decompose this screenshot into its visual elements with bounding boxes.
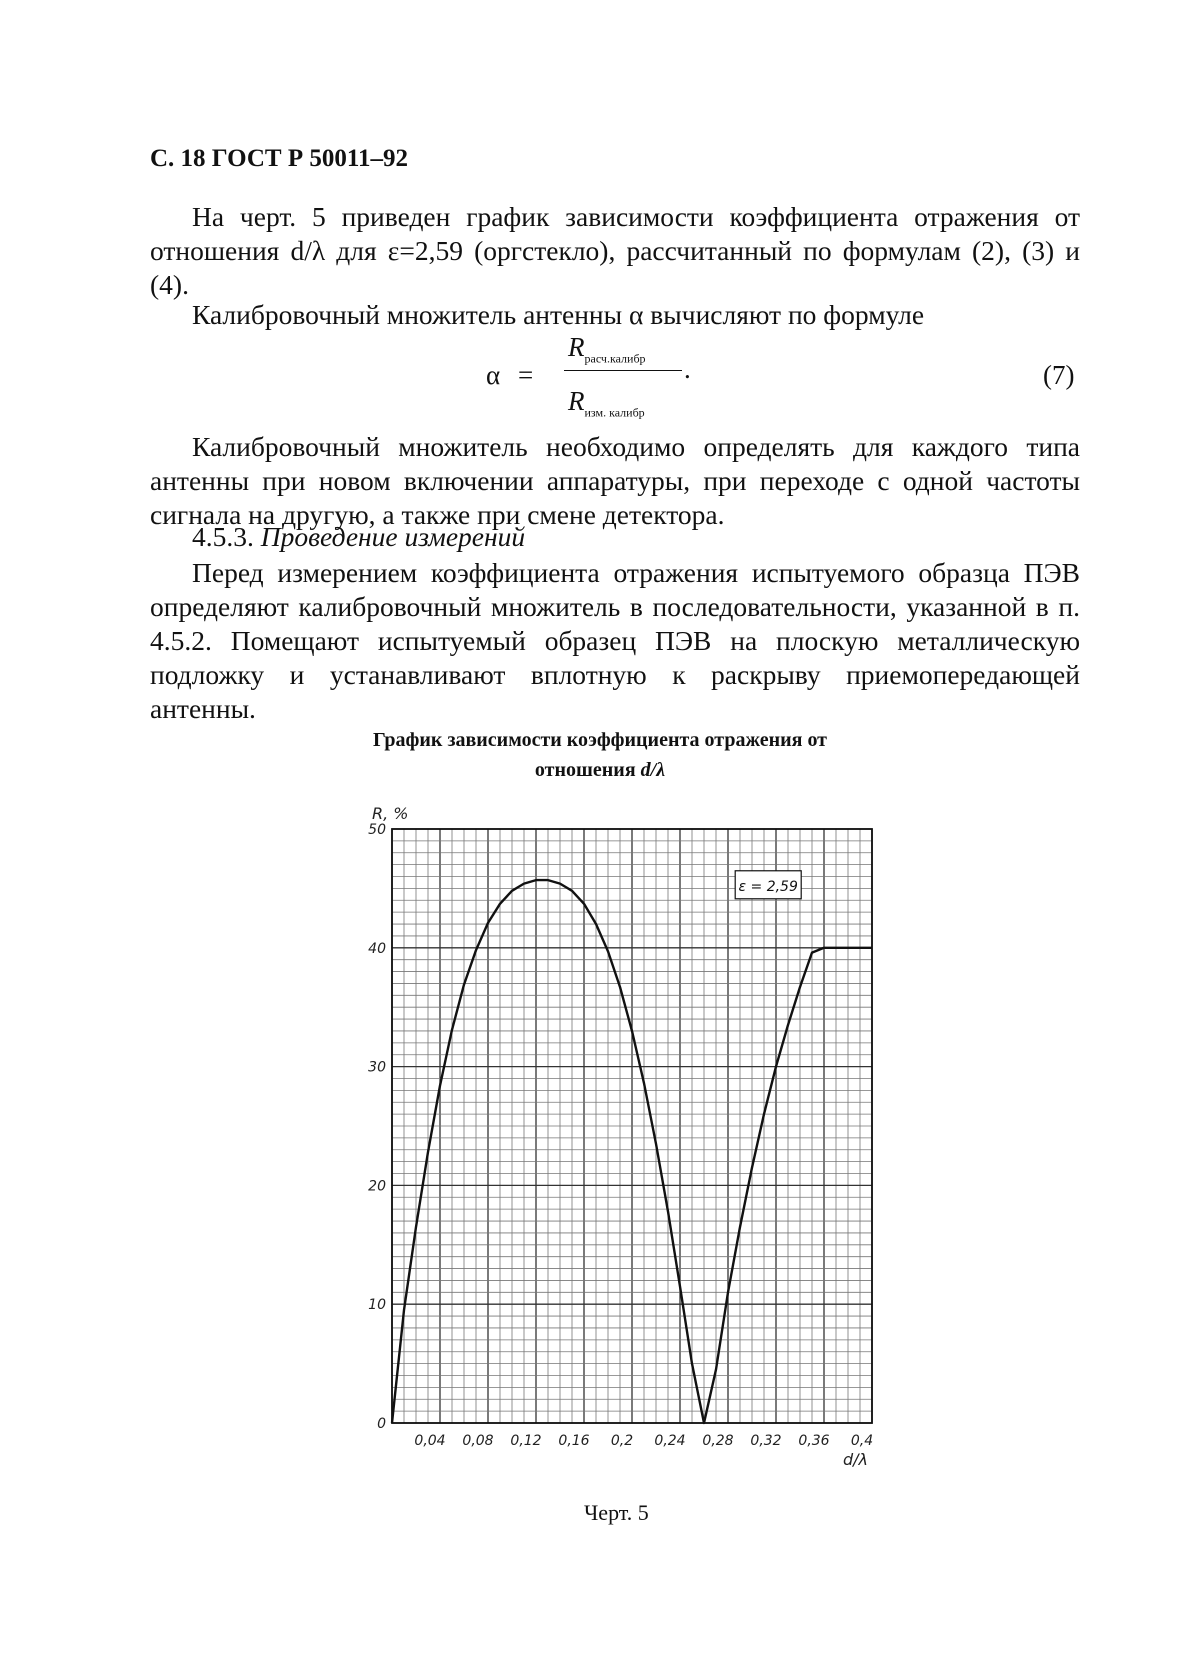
formula-alpha: α <box>486 360 501 390</box>
x-axis-label: d/λ <box>842 1450 868 1469</box>
x-tick-label: 0,2 <box>610 1433 634 1449</box>
y-tick-label: 20 <box>368 1178 386 1195</box>
x-tick-label: 0,36 <box>798 1433 830 1449</box>
reflection-chart <box>350 795 900 1485</box>
formula-equals: = <box>518 360 534 390</box>
paragraph-calibration: Калибровочный множитель антенны α вычисляют по формуле <box>192 299 925 330</box>
formula-denominator: $R_{изм. калибр}$ <box>568 386 645 420</box>
section-title: Проведение измерений <box>260 521 526 552</box>
section-number: 4.5.3. <box>192 521 254 552</box>
y-tick-label: 40 <box>368 940 386 957</box>
y-tick-label: 30 <box>368 1059 386 1076</box>
chart-title-line1: График зависимости коэффициента отражения от <box>372 729 828 751</box>
formula-period: . <box>684 354 691 384</box>
paragraph-calibration-note: Калибровочный множитель необходимо определять для каждого типа антенны при новом включении аппаратуры, при переходе с одной частоты сигнала на другую, а также при смене детектора. <box>150 431 1080 530</box>
chart-title <box>300 725 900 785</box>
y-tick-label: 50 <box>368 822 386 838</box>
paragraph-intro: На черт. 5 приведен график зависимости коэффициента отражения от отношения d/λ для ε=2,59 (оргстекло), рассчитанный по формулам (2), (3) и (4). <box>150 201 1080 300</box>
formula-numerator: $R_{расч.калибр}$ <box>568 332 646 366</box>
page-header: С. 18 ГОСТ Р 50011–92 <box>150 145 408 172</box>
y-tick-label: 0 <box>377 1416 386 1432</box>
x-tick-label: 0,28 <box>702 1433 734 1449</box>
chart-title-line2: отношения d/λ <box>534 759 666 781</box>
epsilon-annotation: ε = 2,59 <box>738 878 798 895</box>
fraction-bar <box>564 370 682 371</box>
equation-number: (7) <box>1043 360 1075 390</box>
y-axis-label: R, % <box>372 804 409 823</box>
x-tick-label: 0,08 <box>462 1433 494 1449</box>
x-tick-label: 0,32 <box>750 1433 782 1449</box>
figure-caption: Черт. 5 <box>584 1500 649 1525</box>
x-tick-label: 0,24 <box>654 1433 686 1449</box>
paragraph-measurement: Перед измерением коэффициента отражения испытуемого образца ПЭВ определяют калибровочный множитель в последовательности, указанной в п. 4.5.2. Помещают испытуемый образец ПЭВ на плоскую металлическую подложку и устанавливают вплотную к раскрыву приемопередающей антенны. <box>150 557 1080 724</box>
section-heading <box>192 521 525 553</box>
formula-7 <box>480 330 691 420</box>
x-tick-label: 0,12 <box>510 1433 542 1449</box>
x-tick-label: 0,4 <box>850 1433 874 1449</box>
y-tick-label: 10 <box>368 1297 386 1314</box>
x-tick-label: 0,16 <box>558 1433 590 1449</box>
x-tick-label: 0,04 <box>414 1433 446 1449</box>
